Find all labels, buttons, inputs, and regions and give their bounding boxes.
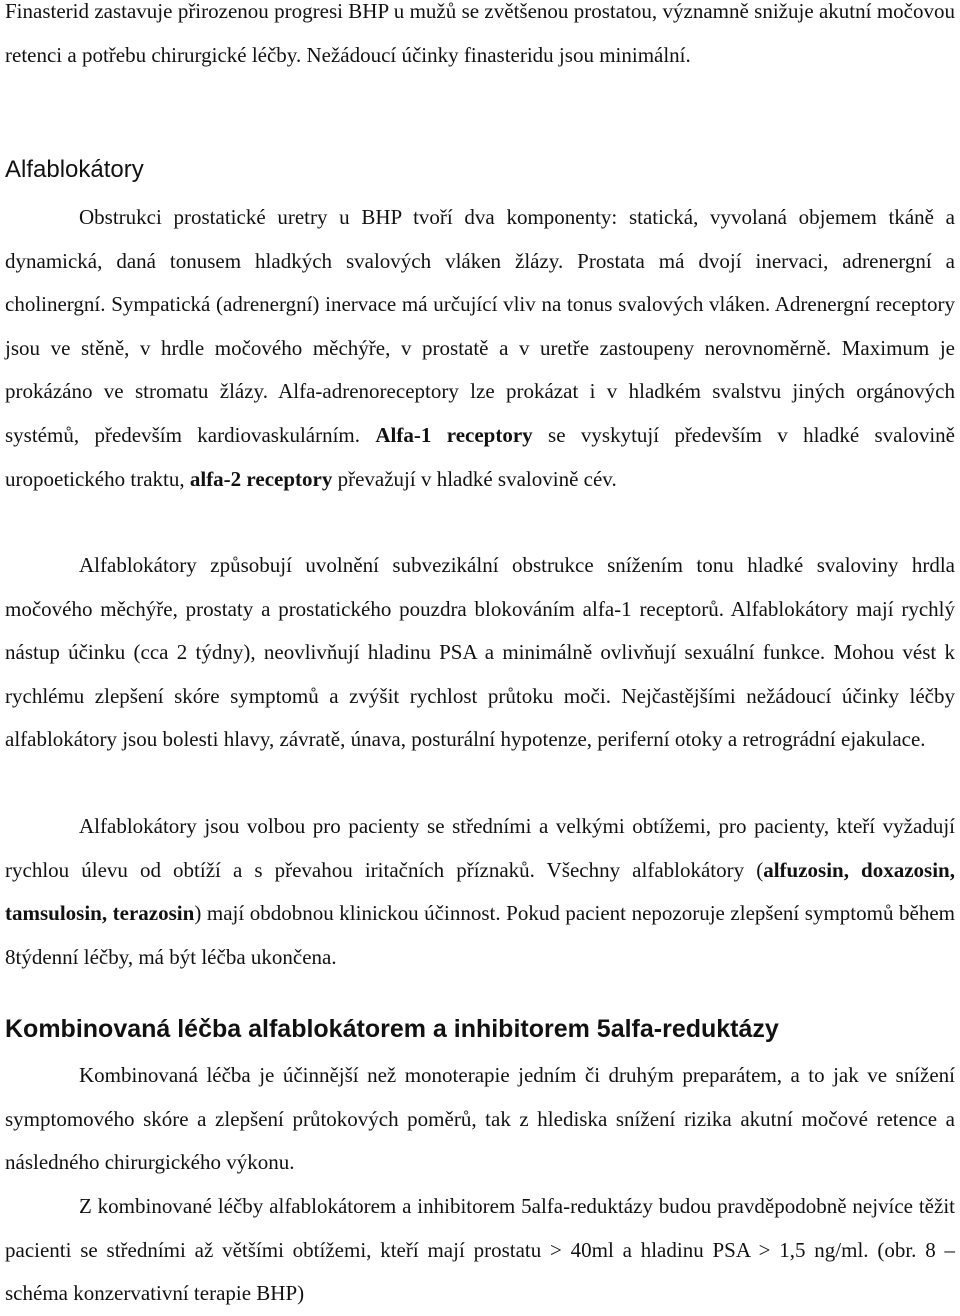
paragraph-finasterid: Finasterid zastavuje přirozenou progresi BHP u mužů se zvětšenou prostatou, významně snižuje akutní močovou retenci a potřebu chirurgické léčby. Nežádoucí účinky finasteridu jsou minimální.	[5, 0, 955, 67]
text-run: Alfablokátory jsou volbou pro pacienty se středními a velkými obtížemi, pro pacienty, kteří vyžadují rychlou úlevu od obtíží a s převahou iritačních příznaků. Všechny alfablokátory (	[5, 814, 955, 882]
text-run: se vyskytují především v hladké svalovině uropoetického traktu,	[5, 422, 955, 491]
text-run: ) mají obdobnou klinickou účinnost. Pokud pacient nepozoruje zlepšení symptomů během 8týdenní léčby, má být léčba ukončena.	[5, 901, 955, 969]
text-run: převažují v hladké svalovině cév.	[332, 466, 617, 491]
paragraph-kombinovana-pacienti: Z kombinované léčby alfablokátorem a inhibitorem 5alfa-reduktázy budou pravděpodobně nejvíce těžit pacienti se středními až většími obtížemi, kteří mají prostatu > 40ml a hladinu PSA > 1,5 ng/ml. (obr. 8 – schéma konzervativní terapie BHP)	[5, 1194, 955, 1306]
paragraph-ucinek-alfablokatoru: Alfablokátory způsobují uvolnění subvezikální obstrukce snížením tonu hladké svaloviny hrdla močového měchýře, prostaty a prostatického pouzdra blokováním alfa-1 receptorů. Alfablokátory mají rychlý nástup účinku (cca 2 týdny), neovlivňují hladinu PSA a minimálně ovlivňují sexuální funkce. Mohou vést k rychlému zlepšení skóre symptomů a zvýšit rychlost průtoku moči. Nejčastějšími nežádoucí účinky léčby alfablokátory jsou bolesti hlavy, závratě, únava, posturální hypotenze, periferní otoky a retrográdní ejakulace.	[5, 553, 955, 752]
text-run: Obstrukci prostatické uretry u BHP tvoří dva komponenty: statická, vyvolaná objemem tkáně a dynamická, daná tonusem hladkých svalových vláken žlázy. Prostata má dvojí inervaci, adrenergní a cholinergní. Sympatická (adrenergní) inervace má určující vliv na tonus svalových vláken. Adrenergní receptory jsou ve stěně, v hrdle močového měchýře, v prostatě a v uretře zastoupeny nerovnoměrně. Maximum je prokázáno ve stromatu žlázy. Alfa-adrenoreceptory lze prokázat i v hladkém svalstvu jiných orgánových systémů, především kardiovaskulárním.	[5, 205, 955, 447]
paragraph-obstrukce	[5, 196, 955, 501]
heading-kombinovana-lecba: Kombinovaná léčba alfablokátorem a inhibitorem 5alfa-reduktázy	[5, 1015, 779, 1043]
heading-alfablokatory: Alfablokátory	[5, 156, 144, 183]
bold-alfa-1-receptory: Alfa-1 receptory	[375, 422, 533, 447]
paragraph-kombinovana-ucinnost: Kombinovaná léčba je účinnější než monoterapie jedním či druhým preparátem, a to jak ve snížení symptomového skóre a zlepšení průtokových poměrů, tak z hlediska snížení rizika akutní močové retence a následného chirurgického výkonu.	[5, 1063, 955, 1175]
paragraph-indikace-alfablokatoru	[5, 805, 955, 979]
bold-drug-list: alfuzosin, doxazosin, tamsulosin, terazosin	[5, 857, 955, 926]
bold-alfa-2-receptory: alfa-2 receptory	[189, 466, 333, 491]
